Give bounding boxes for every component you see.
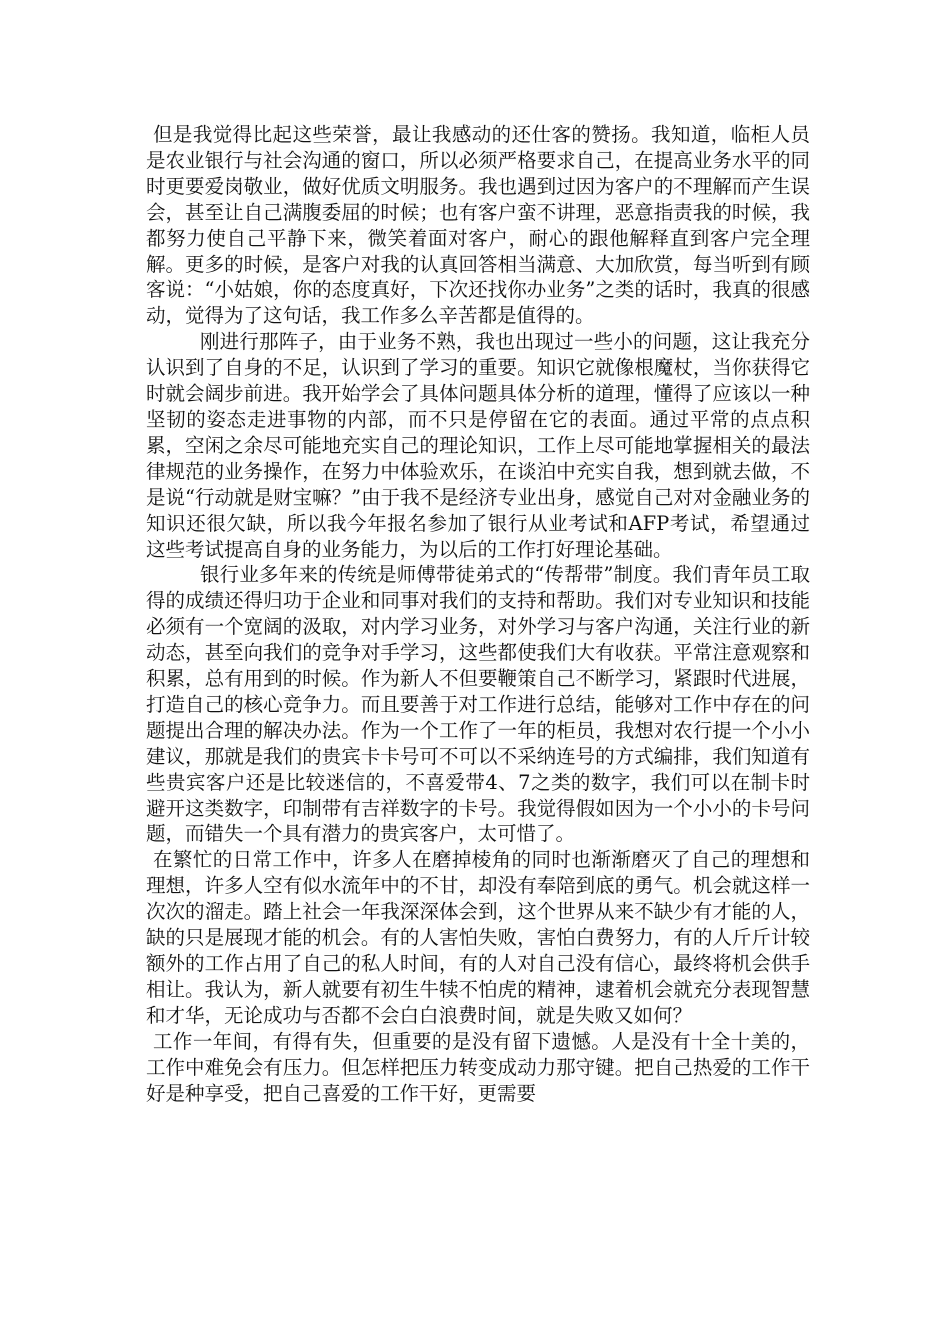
document-body	[146, 122, 810, 1106]
paragraph-3: 银行业多年来的传统是师傅带徒弟式的“传帮带”制度。我们青年员工取得的成绩还得归功于企业和同事对我们的支持和帮助。我们对专业知识和技能必须有一个宽阔的汲取，对内学习业务，对外学习与客户沟通，关注行业的新动态，甚至向我们的竞争对手学习，这些都使我们大有收获。平常注意观察和积累，总有用到的时候。作为新人不但要鞭策自己不断学习，紧跟时代进展，打造自己的核心竞争力。而且要善于对工作进行总结，能够对工作中存在的问题提出合理的解决办法。作为一个工作了一年的柜员，我想对农行提一个小小建议，那就是我们的贵宾卡卡号可不可以不采纳连号的方式编排，我们知道有些贵宾客户还是比较迷信的，不喜爱带4、7之类的数字，我们可以在制卡时避开这类数字，印制带有吉祥数字的卡号。我觉得假如因为一个小小的卡号问题，而错失一个具有潜力的贵宾客户，太可惜了。	[146, 563, 810, 846]
paragraph-1: 但是我觉得比起这些荣誉，最让我感动的还仕客的赞扬。我知道，临柜人员是农业银行与社会沟通的窗口，所以必须严格要求自己，在提高业务水平的同时更要爱岗敬业，做好优质文明服务。我也遇到过因为客户的不理解而产生误会，甚至让自己满腹委屈的时候；也有客户蛮不讲理，恶意指责我的时候，我都努力使自己平静下来，微笑着面对客户，耐心的跟他解释直到客户完全理解。更多的时候，是客户对我的认真回答相当满意、大加欣赏，每当听到有顾客说：“小姑娘，你的态度真好，下次还找你办业务”之类的话时，我真的很感动，觉得为了这句话，我工作多么辛苦都是值得的。	[146, 123, 810, 328]
paragraph-4: 在繁忙的日常工作中，许多人在磨掉棱角的同时也渐渐磨灭了自己的理想和理想，许多人空有似水流年中的不甘，却没有奉陪到底的勇气。机会就这样一次次的溜走。踏上社会一年我深深体会到，这个世界从来不缺少有才能的人，缺的只是展现才能的机会。有的人害怕失败，害怕白费努力，有的人斤斤计较额外的工作占用了自己的私人时间，有的人对自己没有信心，最终将机会供手相让。我认为，新人就要有初生牛犊不怕虎的精神，逮着机会就充分表现智慧和才华，无论成功与否都不会白白浪费时间，就是失败又如何？	[146, 848, 810, 1027]
paragraph-2: 刚进行那阵子，由于业务不熟，我也出现过一些小的问题，这让我充分认识到了自身的不足，认识到了学习的重要。知识它就像根魔杖，当你获得它时就会阔步前进。我开始学会了具体问题具体分析的道理，懂得了应该以一种坚韧的姿态走进事物的内部，而不只是停留在它的表面。通过平常的点点积累，空闲之余尽可能地充实自己的理论知识，工作上尽可能地掌握相关的最法律规范的业务操作，在努力中体验欢乐，在谈泊中充实自我，想到就去做，不是说“行动就是财宝嘛？”由于我不是经济专业出身，感觉自己对对金融业务的知识还很欠缺，所以我今年报名参加了银行从业考试和AFP考试，希望通过这些考试提高自身的业务能力，为以后的工作打好理论基础。	[146, 330, 810, 561]
paragraph-5: 工作一年间，有得有失，但重要的是没有留下遗憾。人是没有十全十美的，工作中难免会有压力。但怎样把压力转变成动力那守键。把自己热爱的工作干好是种享受，把自己喜爱的工作干好，更需要	[146, 1029, 810, 1105]
